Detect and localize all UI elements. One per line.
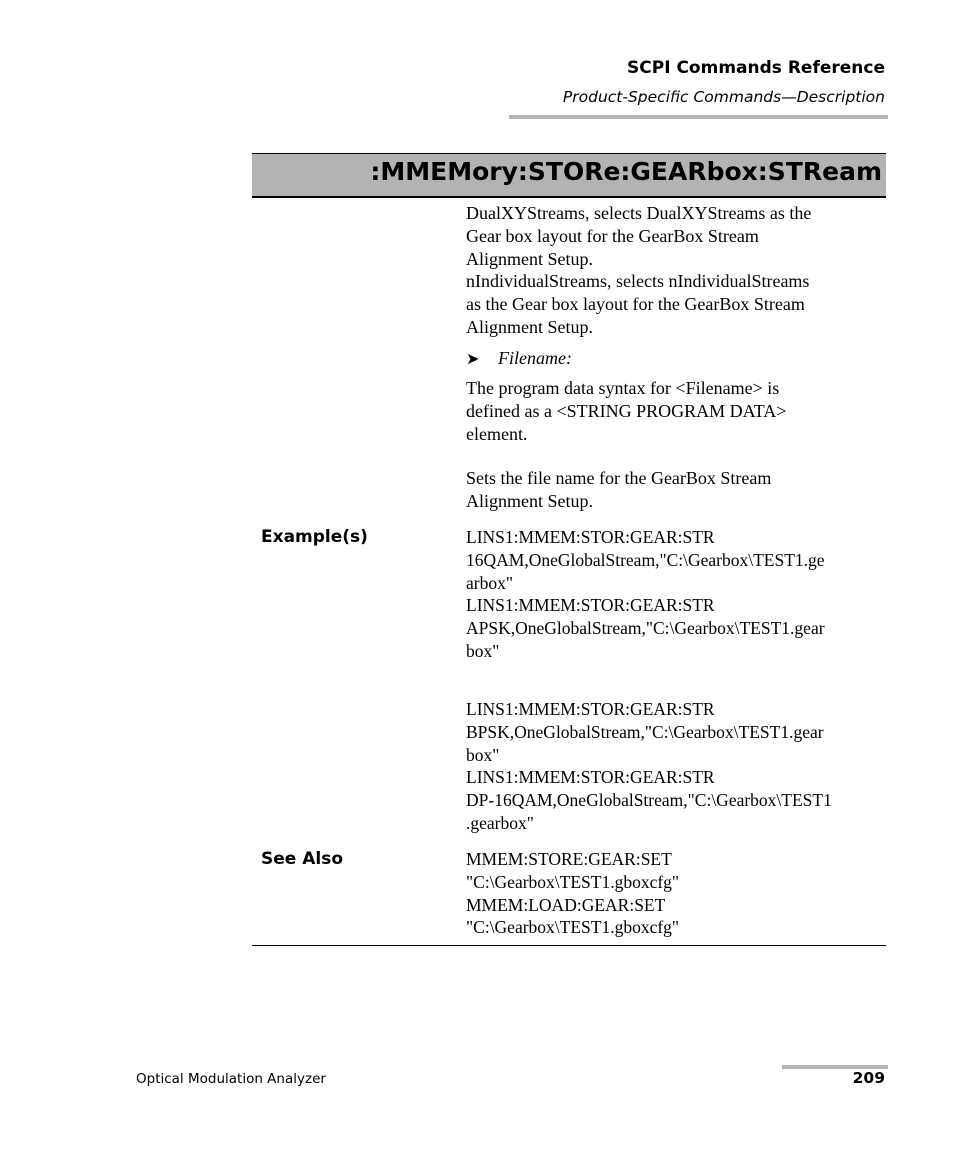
code-line: DP-16QAM,OneGlobalStream,"C:\Gearbox\TEST1 — [466, 790, 832, 811]
text-line: element. — [466, 423, 528, 444]
text-line: The program data syntax for <Filename> is — [466, 378, 780, 398]
parameter-description-1 — [466, 202, 886, 339]
section-bottom-rule — [252, 945, 886, 946]
code-line: MMEM:STORE:GEAR:SET — [466, 849, 672, 869]
code-line: LINS1:MMEM:STOR:GEAR:STR — [466, 767, 715, 788]
text-line: DualXYStreams, selects DualXYStreams as the — [466, 203, 812, 223]
code-line: APSK,OneGlobalStream,"C:\Gearbox\TEST1.gear — [466, 618, 825, 639]
examples-label: Example(s) — [261, 527, 368, 547]
code-line: arbox" — [466, 572, 513, 593]
command-title-bar — [252, 153, 886, 198]
filename-description — [466, 467, 886, 513]
see-also-block — [466, 848, 886, 939]
see-also-label: See Also — [261, 849, 344, 869]
text-line: Alignment Setup. — [466, 316, 593, 337]
filename-bullet — [466, 347, 572, 372]
code-line: "C:\Gearbox\TEST1.gboxcfg" — [466, 917, 680, 938]
code-line: .gearbox" — [466, 812, 534, 833]
running-header-subtitle: Product-Specific Commands—Description — [562, 88, 885, 106]
code-line: LINS1:MMEM:STOR:GEAR:STR — [466, 699, 715, 719]
text-line: Alignment Setup. — [466, 490, 593, 511]
page-number: 209 — [852, 1069, 885, 1087]
examples-block-2 — [466, 698, 886, 835]
text-line: nIndividualStreams, selects nIndividualStreams — [466, 271, 810, 292]
text-line: Alignment Setup. — [466, 248, 593, 269]
code-line: 16QAM,OneGlobalStream,"C:\Gearbox\TEST1.ge — [466, 549, 825, 570]
text-line: defined as a <STRING PROGRAM DATA> — [466, 400, 787, 421]
filename-syntax — [466, 377, 886, 445]
examples-block-1 — [466, 526, 886, 663]
code-line: LINS1:MMEM:STOR:GEAR:STR — [466, 527, 715, 547]
bullet-label: Filename: — [498, 348, 572, 368]
footer-product-name: Optical Modulation Analyzer — [136, 1071, 326, 1087]
command-title: :MMEMory:STORe:GEARbox:STReam — [370, 157, 882, 186]
code-line: box" — [466, 744, 500, 765]
text-line: Sets the file name for the GearBox Stream — [466, 468, 772, 488]
arrow-bullet-icon: ➤ — [466, 351, 480, 368]
code-line: box" — [466, 640, 500, 661]
code-line: LINS1:MMEM:STOR:GEAR:STR — [466, 595, 715, 616]
code-line: "C:\Gearbox\TEST1.gboxcfg" — [466, 871, 680, 892]
header-rule — [509, 115, 888, 119]
text-line: as the Gear box layout for the GearBox Stream — [466, 294, 805, 315]
running-header-title: SCPI Commands Reference — [627, 58, 885, 78]
text-line: Gear box layout for the GearBox Stream — [466, 225, 759, 246]
code-line: MMEM:LOAD:GEAR:SET — [466, 894, 666, 915]
code-line: BPSK,OneGlobalStream,"C:\Gearbox\TEST1.gear — [466, 721, 824, 742]
